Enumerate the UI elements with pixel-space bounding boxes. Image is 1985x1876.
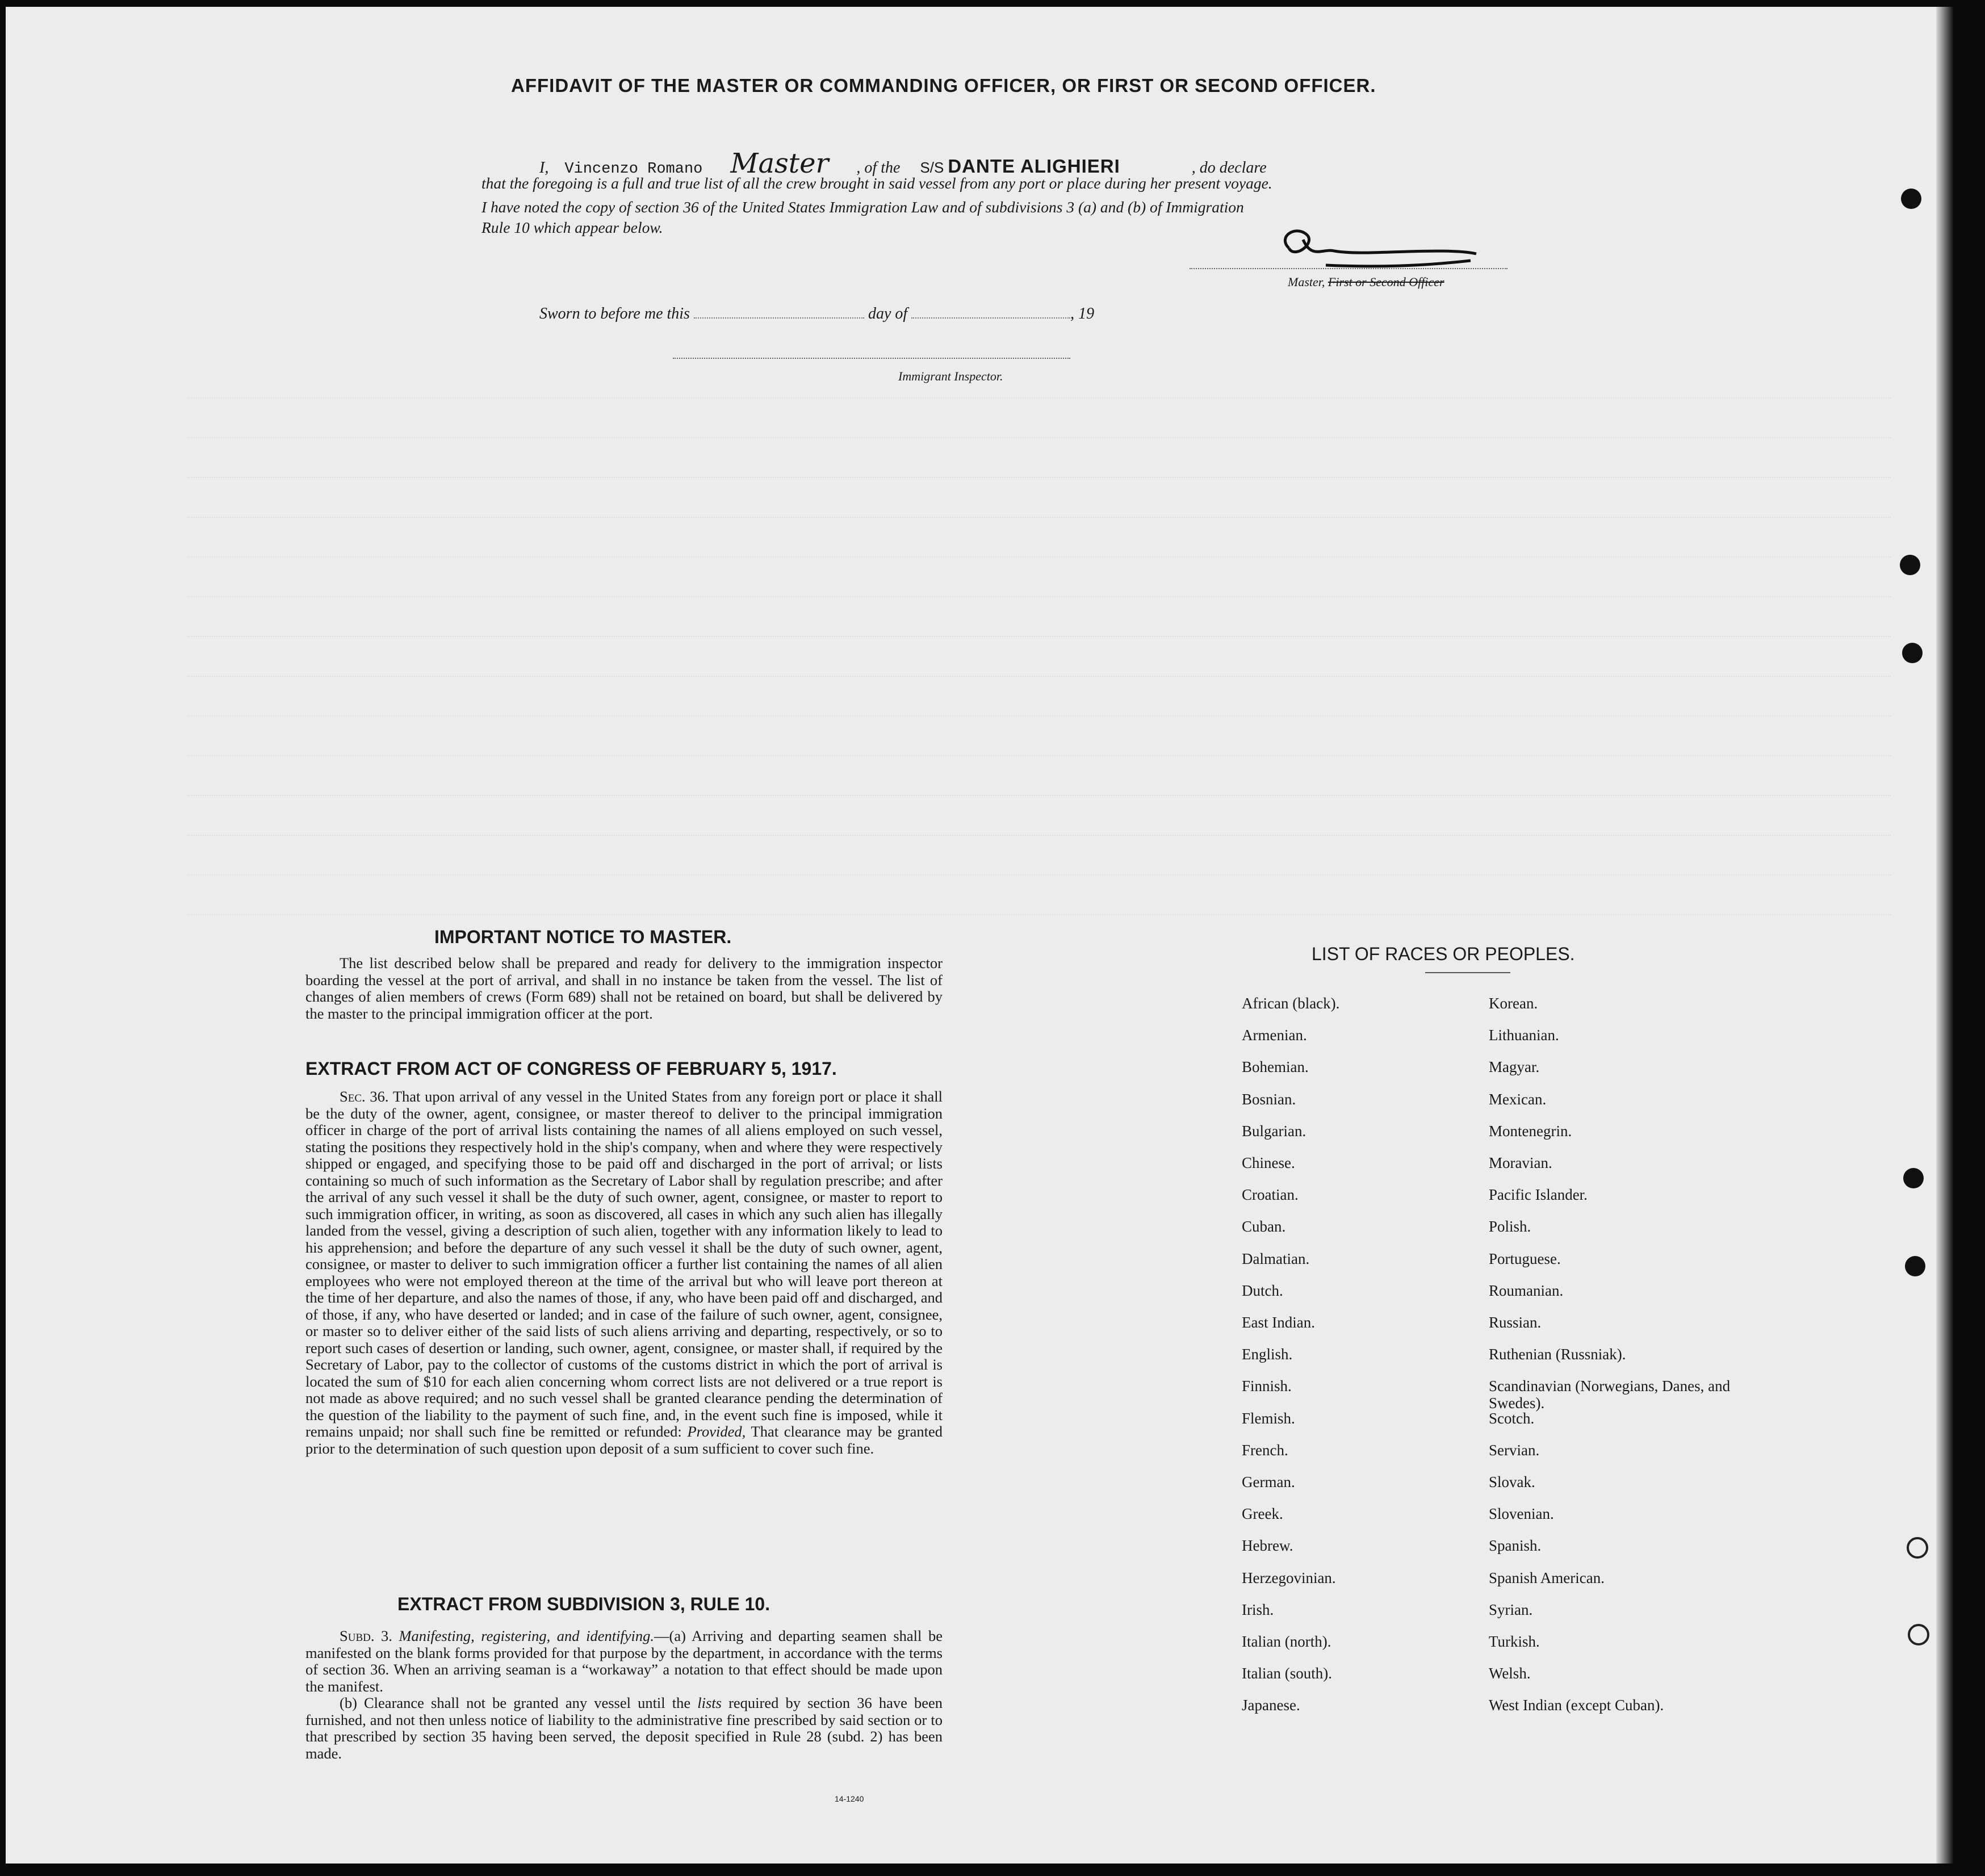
race-item: Croatian.: [1242, 1186, 1299, 1204]
inspector-label: Immigrant Inspector.: [898, 369, 1003, 383]
race-item: Hebrew.: [1242, 1537, 1293, 1555]
race-item: Spanish.: [1489, 1537, 1542, 1555]
race-item: Slovak.: [1489, 1473, 1535, 1490]
punch-hole: [1907, 1537, 1928, 1559]
affidavit-title: AFFIDAVIT OF THE MASTER OR COMMANDING OFFICER, OR FIRST OR SECOND OFFICER.: [511, 75, 1376, 96]
race-item: Italian (south).: [1242, 1665, 1332, 1682]
signature-caption: Master, First or Second Officer: [1288, 275, 1444, 289]
race-item: Herzegovinian.: [1242, 1569, 1336, 1586]
punch-hole: [1903, 1168, 1924, 1188]
race-item: Italian (north).: [1242, 1633, 1331, 1650]
race-item: Cuban.: [1242, 1218, 1286, 1236]
notice-text: The list described below shall be prepared and ready for delivery to the immigration inspector boarding the vessel at the port of arrival, and shall in no instance be taken from the vessel. The list of changes of alien members of crews (Form 689) shall not be retained on board, but shall be delivered by the master to the principal immigration officer at the port.: [305, 954, 943, 1022]
races-title-rule: [1425, 972, 1510, 973]
race-item: Dutch.: [1242, 1282, 1283, 1299]
race-item: Finnish.: [1242, 1377, 1292, 1395]
affidavit-text-line-1: that the foregoing is a full and true list of all the crew brought in said vessel from any port or place during her present voyage.: [481, 174, 1272, 192]
i-label: I,: [539, 159, 549, 177]
race-item: Servian.: [1489, 1441, 1540, 1459]
race-item: Greek.: [1242, 1505, 1283, 1523]
race-item: Armenian.: [1242, 1027, 1307, 1044]
race-item: Japanese.: [1242, 1697, 1300, 1714]
officer-title-handwritten: Master: [730, 148, 829, 179]
act-extract-text: Sec. 36. That upon arrival of any vessel in the United States from any foreign port or place it shall be the duty of the owner, agent, consignee, or master thereof to deliver to the principal immigration officer in charge of the port of arrival lists containing the names of all aliens employed on such vessel, stating the positions they respectively hold in the ship's company, when and where they were respectively shipped or engaged, and specifying those to be paid off and discharged in the port of arrival; or lists containing so much of such information as the Secretary of Labor shall by regulation prescribe; and after the arrival of any such vessel it shall be the duty of such owner, agent, consignee, or master to report to such immigration officer, in writing, as soon as discovered, all cases in which any such alien has illegally landed from the vessel, giving a description of such alien, together with any information likely to lead to his apprehension; and before the departure of any such vessel it shall be the duty of such owner, agent, consignee, or master to deliver to such immigration officer a further list containing the names of all alien employees who were not employed thereon at the time of the arrival but who will leave port thereon at the time of her departure, and also the names of those, if any, who have been paid off and discharged, and of those, if any, who have deserted or landed; and in case of the failure of such owner, agent, consignee, or master so to deliver either of the said lists of such aliens arriving and departing, respectively, or so to report such cases of desertion or landing, such owner, agent, consignee, or master shall, if required by the Secretary of Labor, pay to the collector of customs of the customs district in which the port of arrival is located the sum of $10 for each alien concerning whom correct lists are not delivered or a true report is not made as above required; and no such vessel shall be granted clearance pending the determination of the question of the liability to the payment of such fine, and, in the event such fine is imposed, while it remains unpaid; nor shall such fine be remitted or refunded: Provided, That clearance may be granted prior to the determination of such question upon deposit of a sum sufficient to cover such fine.: [305, 1088, 943, 1457]
act-extract-title: EXTRACT FROM ACT OF CONGRESS OF FEBRUARY 5, 1917.: [305, 1058, 837, 1079]
race-item: Ruthenian (Russniak).: [1489, 1346, 1626, 1363]
race-item: African (black).: [1242, 995, 1340, 1012]
ship-name: DANTE ALIGHIERI: [948, 156, 1120, 177]
race-item: Dalmatian.: [1242, 1250, 1310, 1267]
race-item: Pacific Islander.: [1489, 1186, 1588, 1204]
page-edge-shadow: [1936, 7, 1953, 1864]
bleed-through-background: [187, 359, 1891, 927]
race-item: Irish.: [1242, 1601, 1274, 1618]
race-item: English.: [1242, 1346, 1293, 1363]
race-item: Flemish.: [1242, 1409, 1295, 1427]
race-item: Syrian.: [1489, 1601, 1533, 1618]
race-item: Mexican.: [1489, 1090, 1547, 1108]
punch-hole: [1902, 643, 1923, 663]
race-item: Turkish.: [1489, 1633, 1540, 1650]
race-item: Moravian.: [1489, 1154, 1552, 1171]
rule-extract-title: EXTRACT FROM SUBDIVISION 3, RULE 10.: [397, 1594, 770, 1614]
race-item: Spanish American.: [1489, 1569, 1605, 1586]
rule-extract-text: Subd. 3. Manifesting, registering, and identifying.—(a) Arriving and departing seamen shall be manifested on the blank forms provided for that purpose by the department, in accordance with the terms of section 36. When an arriving seaman is a “workaway” a notation to that effect should be made upon the manifest. (b) Clearance shall not be granted any vessel until the lists required by section 36 have been furnished, and not then unless notice of liability to the administrative fine prescribed by said section or to that prescribed by section 35 having been served, the deposit specified in Rule 28 (subd. 2) has been made.: [305, 1627, 943, 1762]
race-item: Korean.: [1489, 995, 1538, 1012]
race-item: Slovenian.: [1489, 1505, 1554, 1523]
race-item: Chinese.: [1242, 1154, 1295, 1171]
do-declare-label: , do declare: [1191, 159, 1267, 177]
race-item: West Indian (except Cuban).: [1489, 1697, 1664, 1714]
punch-hole: [1901, 189, 1921, 209]
race-item: Bosnian.: [1242, 1090, 1296, 1108]
race-item: Portuguese.: [1489, 1250, 1561, 1267]
race-item: Scandinavian (Norwegians, Danes, and Swedes).: [1489, 1377, 1731, 1412]
race-item: French.: [1242, 1441, 1288, 1459]
race-item: Bohemian.: [1242, 1058, 1309, 1076]
race-item: Russian.: [1489, 1314, 1542, 1331]
punch-hole: [1900, 555, 1920, 575]
affidavit-text-line-2: I have noted the copy of section 36 of the United States Immigration Law and of subdivisions 3 (a) and (b) of Immigration: [481, 198, 1244, 216]
notice-title: IMPORTANT NOTICE TO MASTER.: [434, 927, 732, 947]
race-item: Scotch.: [1489, 1409, 1535, 1427]
races-title: LIST OF RACES OR PEOPLES.: [1312, 944, 1575, 964]
race-item: East Indian.: [1242, 1314, 1315, 1331]
race-item: Polish.: [1489, 1218, 1531, 1236]
race-item: German.: [1242, 1473, 1295, 1490]
race-item: Lithuanian.: [1489, 1027, 1559, 1044]
signature-line: [1190, 268, 1507, 269]
ss-prefix: S/S: [920, 159, 944, 176]
race-item: Bulgarian.: [1242, 1122, 1306, 1140]
sworn-line: Sworn to before me this day of , 19: [539, 305, 1095, 323]
race-item: Magyar.: [1489, 1058, 1540, 1076]
form-number: 14-1240: [835, 1794, 864, 1803]
inspector-line: [673, 358, 1070, 359]
punch-hole: [1905, 1256, 1925, 1276]
punch-hole: [1908, 1624, 1929, 1645]
race-item: Roumanian.: [1489, 1282, 1564, 1299]
race-item: Welsh.: [1489, 1665, 1531, 1682]
officer-name: Vincenzo Romano: [564, 161, 703, 178]
affidavit-text-line-3: Rule 10 which appear below.: [481, 219, 663, 236]
document-page: [6, 7, 1953, 1864]
of-the-label: , of the: [856, 159, 901, 177]
race-item: Montenegrin.: [1489, 1122, 1572, 1140]
